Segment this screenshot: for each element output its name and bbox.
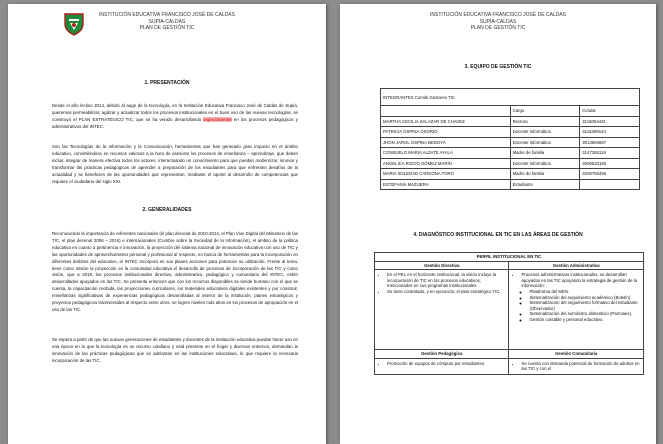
header-institution: INSTITUCIÓN EDUCATIVA FRANCISCO JOSÉ DE CALDAS: [99, 12, 235, 18]
section-title-equipo: 3. EQUIPO DE GESTIÓN TIC: [464, 64, 532, 70]
list-item: ◦ Sistematización del seguimiento académico (Boletín): [529, 295, 640, 301]
team-table-header: Cargo Celular: [381, 106, 640, 117]
col-head-directiva: Gestión Directiva: [375, 261, 509, 270]
section-title-presentacion: 1. PRESENTACIÓN: [144, 80, 190, 86]
list-item: • En el PEI, en el horizonte institucional, la visión incluye la incorporación de TIC en los procesos educativos, mencionados en sus programas institucionales.: [387, 272, 505, 289]
header-plan: PLAN DE GESTIÓN TIC: [139, 25, 195, 32]
presentacion-text-end: en los procesos pedagógicos y administrativos del INTEC.: [52, 116, 298, 129]
section-title-diagnostico: 4. DIAGNÓSTICO INSTITUCIONAL EN TIC EN LAS ÁREAS DE GESTIÓN: [413, 232, 583, 238]
table-row: MARTHA CECILIA SALAZAR DE CHAVEZ Rectora 3116054431: [381, 116, 640, 127]
table-row: PATRICIA OSPINA OSORIO Docente informática 3116399144: [381, 127, 640, 138]
list-item: • Promoción de equipos de cómputo por estudiantes.: [387, 361, 505, 367]
spelling-highlight: especialmente: [203, 116, 232, 122]
administrativa-cell: [509, 270, 644, 350]
diagnostic-table-title: PERFIL INSTITUCIONAL EN TIC: [375, 253, 644, 262]
list-item: • Procesos administrativos institucionales, se desarrollan apoyados en las TIC apoyando la estrategia de gestión de la información: ◦ Plataforma del MEN. ◦ Sistematización del seguimiento académico (Boletín) ◦ Sistematización del seguimiento formativo del estudiante (Observador) ◦ Sistematización del suministro alimenticio (Parmiaes). ◦ Gestión contable y personal educativo.: [521, 272, 640, 322]
header-city: SUPÍA-CALDAS: [479, 18, 517, 25]
table-row: MARIA SOLEDAD CARDONA TORO Madre de familia 3206783456: [381, 169, 640, 180]
col-head-administrativa: Gestión Administrativa: [509, 261, 644, 270]
comunitaria-cell: [509, 358, 644, 374]
table-row: JHON JAROL OSPINA BEDOYA Docente informática 3013684697: [381, 137, 640, 148]
header-institution: INSTITUCIÓN EDUCATIVA FRANCISCO JOSÉ DE CALDAS: [430, 12, 566, 18]
list-item: ◦ Plataforma del MEN.: [529, 289, 640, 295]
presentacion-paragraph-2: Son las Tecnologías de la Información y la Comunicación, herramientas que han generado gran impacto en el ámbito educativo, convirtiéndose en recursos valiosos a la hora de asesorar los procesos de enseñanza – aprendizaje, que deben incluir, integrar de manera efectiva todos los actores, interactuando un conocimiento para que puedan modernizar, innovar y transformar las prácticas pedagógicas de aprender a preparación de los estudiantes para que enfrenten desafíos de la actualidad y se beneficien de las oportunidades que representan, mediante el aporte al desarrollo de competencias que requiere el ciudadano del siglo XXI.: [52, 144, 298, 184]
pedagogica-cell: [375, 358, 509, 374]
col-head-pedagogica: Gestión Pedagógica: [375, 350, 509, 359]
generalidades-paragraph-2: Se espera a partir de que las nuevas generaciones de estudiantes y docentes de la institución educativa puedan hacer uso en una época en la que la tecnología es un recurso cotidiano y está presente en el hogar y diversos entornos, demandan la innovación de las prácticas pedagógicas que se adelantan en las instituciones educativas, lo que requiere la necesaria incorporación de las TIC.: [52, 337, 298, 363]
document-page-2: [340, 4, 656, 444]
table-row: CONSUELO MARIA ALZATE AYALA Madre de familia 3147284116: [381, 148, 640, 159]
list-item: ◦ Gestión contable y personal educativo.: [529, 317, 640, 323]
table-row: ESTEFANIA MAZUERA Estudiante: [381, 179, 640, 190]
document-page-1: [8, 4, 326, 444]
team-table-title: INTEGRANTES Comité Gestores TIC: [381, 89, 640, 106]
presentacion-paragraph-1: [52, 103, 298, 131]
list-item: • Se cuenta con demanda potencial de formación de adultos en las TIC y con el: [521, 361, 640, 372]
directiva-cell: [375, 270, 509, 350]
generalidades-paragraph-1: Reconociendo la importancia de referentes nacionales (el plan decenal de 2010-2014, el Plan Vive Digital del Ministerio de las TIC, el plan decenal 2006 – 2016) e internacionales (Cumbre sobre la Sociedad de la Información), el ámbito de la política educativa en cuanto a pertinencia e innovación, la proyección del sistema nacional de innovación educativa con uso de TIC y las oportunidades de aprovechamiento personal y profesional al respecto, en busca de herramientas para la incorporación en diferentes ámbitos del educativo, el INTEC incorpora en sus planes acciones para potenciar su utilización. Frente al tema, tiene como misión la proyección en la comunidad educativa el desarrollo de procesos de incorporación de las TIC y como visión, que a 2018, los procesos institucionales directivo, administrativo, pedagógico y comunitario del INTEC, estén desarrollados apoyados en las TIC. Se presenta entonces que con los recursos disponibles se tiende humano con el que se cuenta, la capacitación recibida, las proyecciones curriculares, los materiales educativos digitales existentes y por construir, enseñanzas significativas de experiencias pedagógicas desarrolladas al interior de la institución, planes estratégicos y proyectos pedagógicos transversales al respecto entre otros, se logren niveles más altos en los procesos de apropiación en el uso de las TIC.: [52, 231, 298, 312]
col-head-comunitaria: Gestión Comunitaria: [509, 350, 644, 359]
list-item: ◦ Sistematización del suministro alimenticio (Parmiaes).: [529, 311, 640, 317]
presentacion-text: Desde el año lectivo 2014, debido al auge de la tecnología, en la Institución Educativa Francisco José de Caldas de Supía, queremos permeabilizar, agilizar y actualizar todos los procesos institucionales en el buen uso de las nuevas tecnologías, se construyó el PLAN ESTRATÉGICO TIC, que se ha venido desarrollando: [52, 103, 298, 122]
page-header: [340, 12, 656, 32]
table-row: ANGELICA ROCIO GÓMEZ MARÍN Docente informática 3006533182: [381, 158, 640, 169]
header-city: SUPÍA-CALDAS: [148, 18, 186, 25]
diagnostic-table: [374, 252, 644, 375]
header-plan: PLAN DE GESTIÓN TIC: [470, 25, 526, 32]
page-header: [8, 12, 326, 32]
section-title-generalidades: 2. GENERALIDADES: [142, 207, 192, 213]
list-item: • Se tiene contratado, y en ejecución, el plan estratégico TIC.: [387, 289, 505, 295]
list-item: ◦ Sistematización del seguimiento formativo del estudiante (Observador): [529, 300, 640, 311]
team-table: [380, 88, 640, 190]
